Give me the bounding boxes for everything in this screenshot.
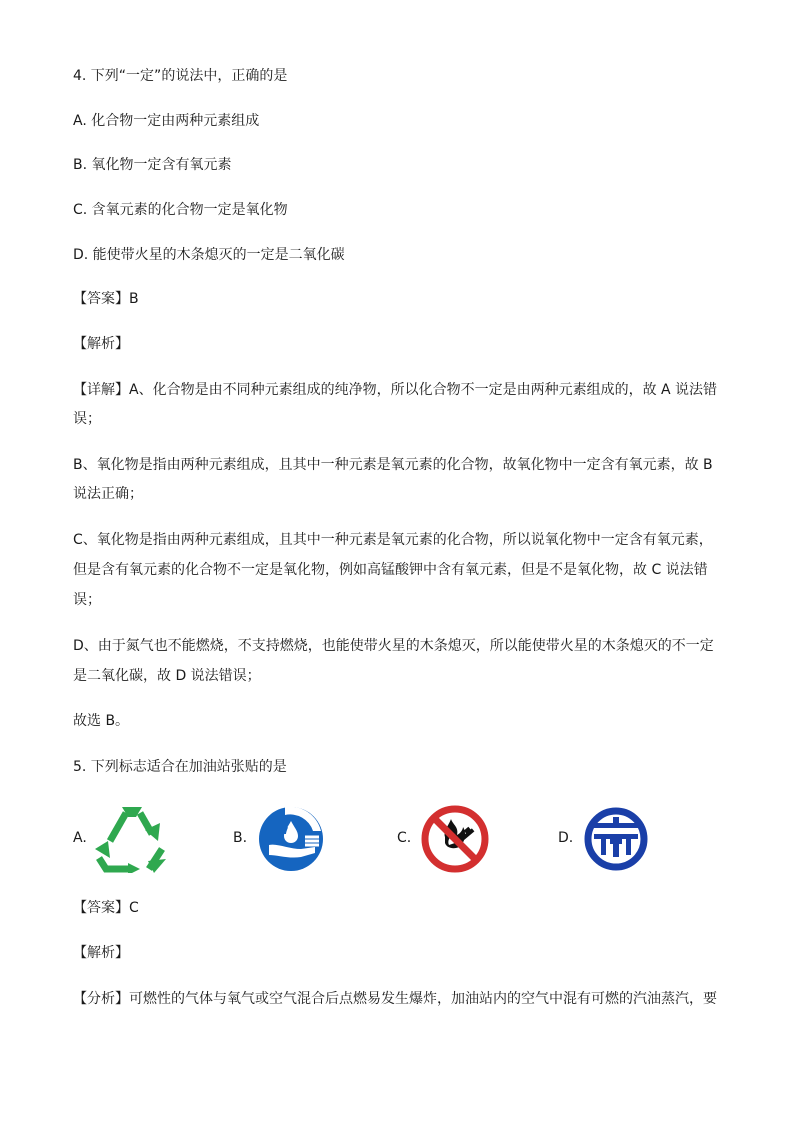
question-4-detail-line: B、氧化物是指由两种元素组成，且其中一种元素是氧元素的化合物，故氧化物中一定含有氧元素，故 B <box>73 457 713 473</box>
question-4-detail-line: 是二氧化碳，故 D 说法错误； <box>73 668 261 684</box>
question-4-detail-line: 【详解】A、化合物是由不同种元素组成的纯净物，所以化合物不一定是由两种元素组成的，故 A 说法错 <box>73 382 718 398</box>
question-5-detail-line: 【分析】可燃性的气体与氧气或空气混合后点燃易发生爆炸，加油站内的空气中混有可燃的汽油蒸汽，要 <box>73 991 717 1007</box>
recycle-icon <box>92 803 172 873</box>
question-4-detail-line: D、由于氮气也不能燃烧，不支持燃烧，也能使带火星的木条熄灭，所以能使带火星的木条熄灭的不一定 <box>73 638 714 654</box>
question-5-option-d-label: D. <box>558 830 574 846</box>
question-4-detail-line: 误； <box>73 411 101 427</box>
question-4-option-c: C. 含氧元素的化合物一定是氧化物 <box>73 202 288 218</box>
question-4-detail-line: 误； <box>73 592 101 608</box>
question-5-answer: 【答案】C <box>73 900 139 916</box>
question-4-detail-line: 但是含有氧元素的化合物不一定是氧化物，例如高锰酸钾中含有氧元素，但是不是氧化物，故 C 说法错 <box>73 562 708 578</box>
question-4-option-d: D. 能使带火星的木条熄灭的一定是二氧化碳 <box>73 247 345 263</box>
question-4-option-a: A. 化合物一定由两种元素组成 <box>73 113 260 129</box>
question-4-analysis-label: 【解析】 <box>73 336 129 352</box>
question-4-detail-line: 故选 B。 <box>73 713 130 729</box>
question-4-detail-line: 说法正确； <box>73 486 143 502</box>
no-fire-icon <box>419 803 491 875</box>
question-4-answer: 【答案】B <box>73 291 139 307</box>
question-5-option-a-label: A. <box>73 830 87 846</box>
question-4-stem: 4. 下列“一定”的说法中，正确的是 <box>73 68 288 84</box>
question-5-option-c-label: C. <box>397 830 412 846</box>
building-logo-icon <box>580 803 652 875</box>
question-5-analysis-label: 【解析】 <box>73 945 129 961</box>
question-4-option-b: B. 氧化物一定含有氧元素 <box>73 157 232 173</box>
water-saving-icon <box>255 803 327 875</box>
question-5-stem: 5. 下列标志适合在加油站张贴的是 <box>73 759 287 775</box>
question-4-detail-line: C、氧化物是指由两种元素组成，且其中一种元素是氧元素的化合物，所以说氧化物中一定含有氧元素， <box>73 532 713 548</box>
question-5-option-b-label: B. <box>233 830 248 846</box>
